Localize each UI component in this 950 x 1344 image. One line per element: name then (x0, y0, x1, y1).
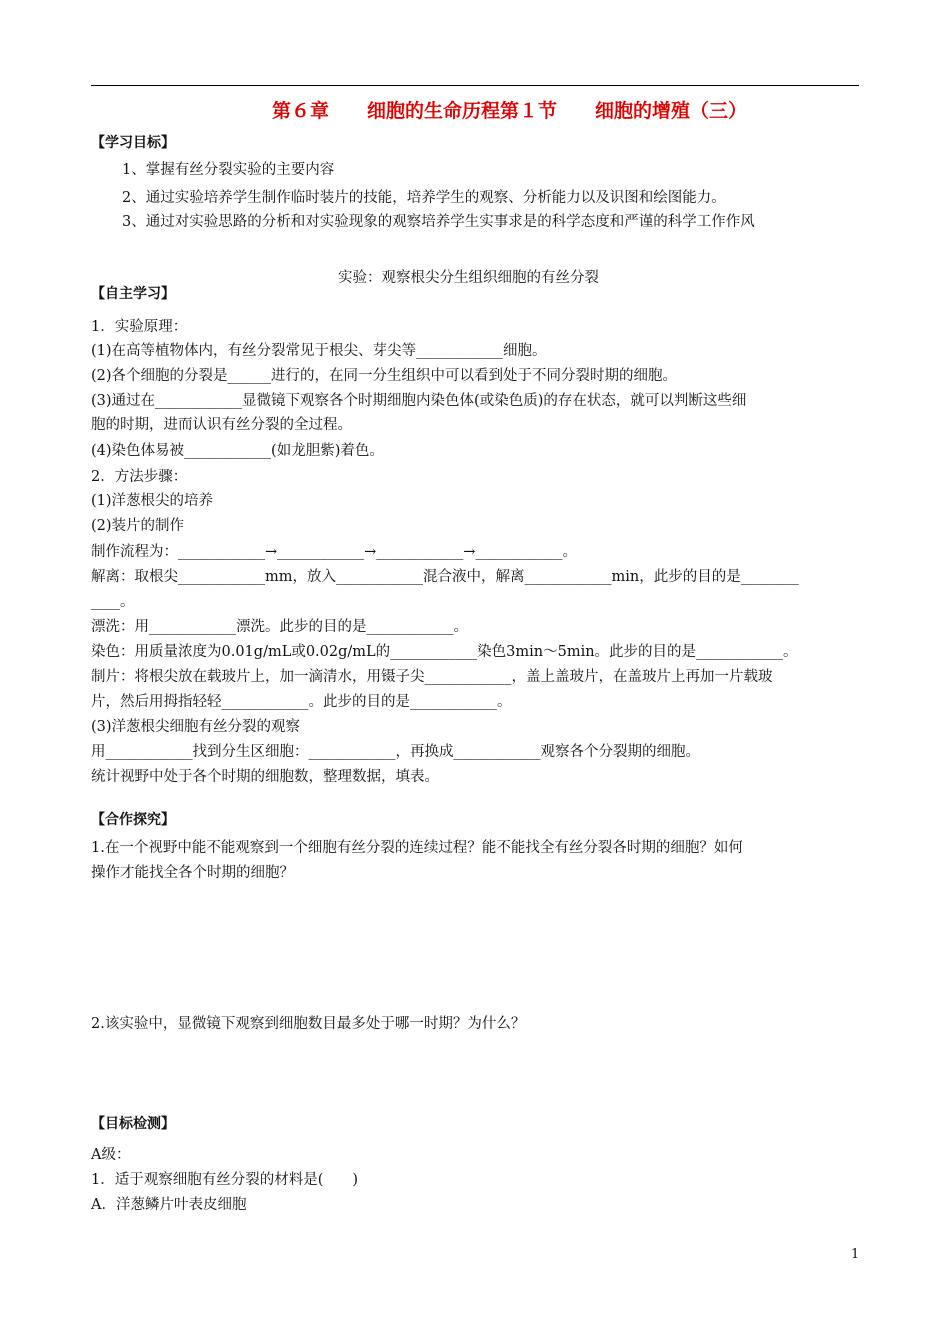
text-line: 解离：取根尖____________mm，放入____________混合液中，解离____________min，此步的目的是________ (91, 569, 799, 585)
section-self-heading: 【自主学习】 (91, 286, 175, 302)
text-line: 用____________找到分生区细胞：____________，再换成____________观察各个分裂期的细胞。 (91, 744, 700, 760)
check-option-a: A．洋葱鳞片叶表皮细胞 (91, 1197, 247, 1213)
check-question-1: 1．适于观察细胞有丝分裂的材料是( ) (91, 1172, 359, 1188)
text-line: (2)装片的制作 (91, 518, 185, 534)
text-line: 片，然后用拇指轻轻____________。此步的目的是____________。 (91, 694, 512, 710)
page-number: 1 (851, 1247, 860, 1262)
text-line: (3)洋葱根尖细胞有丝分裂的观察 (91, 719, 301, 735)
text-line: (1)在高等植物体内，有丝分裂常见于根尖、芽尖等____________细胞。 (91, 343, 547, 359)
text-line: (1)洋葱根尖的培养 (91, 493, 214, 509)
page-title: 第６章 细胞的生命历程第１节 细胞的增殖（三） (272, 100, 748, 122)
section-coop-heading: 【合作探究】 (91, 812, 175, 828)
text-line: 制片：将根尖放在载玻片上，加一滴清水，用镊子尖____________，盖上盖玻片，在盖玻片上再加一片载玻 (91, 669, 773, 685)
coop-question-1-cont: 操作才能找全各个时期的细胞？ (91, 865, 294, 881)
goal-item: 3、通过对实验思路的分析和对实验现象的观察培养学生实事求是的科学态度和严谨的科学工作作风 (122, 214, 755, 230)
text-line: ____。 (91, 594, 135, 610)
text-line: 2．方法步骤： (91, 469, 188, 485)
text-line: (3)通过在____________显微镜下观察各个时期细胞内染色体(或染色质)的存在状态，就可以判断这些细 (91, 393, 747, 409)
coop-question-2: 2.该实验中，显微镜下观察到细胞数目最多处于哪一时期？为什么？ (91, 1016, 526, 1032)
text-line: 漂洗：用____________漂洗。此步的目的是____________。 (91, 619, 468, 635)
level-label: A级： (91, 1147, 131, 1163)
coop-question-1: 1.在一个视野中能不能观察到一个细胞有丝分裂的连续过程？能不能找全有丝分裂各时期的细胞？如何 (91, 840, 743, 856)
text-line: 统计视野中处于各个时期的细胞数，整理数据，填表。 (91, 769, 439, 785)
text-line: 染色：用质量浓度为0.01g/mL或0.02g/mL的____________染色3min～5min。此步的目的是____________。 (91, 644, 798, 660)
goal-item: 2、通过实验培养学生制作临时装片的技能，培养学生的观察、分析能力以及识图和绘图能力。 (122, 190, 726, 206)
text-line: 1．实验原理： (91, 319, 188, 335)
text-line: (2)各个细胞的分裂是______进行的，在同一分生组织中可以看到处于不同分裂时期的细胞。 (91, 368, 678, 384)
section-check-heading: 【目标检测】 (91, 1116, 175, 1132)
experiment-title: 实验：观察根尖分生组织细胞的有丝分裂 (338, 270, 599, 286)
goal-item: 1、掌握有丝分裂实验的主要内容 (122, 162, 335, 178)
section-goals-heading: 【学习目标】 (91, 135, 175, 151)
header-rule (91, 85, 859, 86)
text-line: 胞的时期，进而认识有丝分裂的全过程。 (91, 417, 352, 433)
text-line: (4)染色体易被____________(如龙胆紫)着色。 (91, 443, 384, 459)
text-line: 制作流程为：____________→____________→____________→____________。 (91, 544, 577, 560)
